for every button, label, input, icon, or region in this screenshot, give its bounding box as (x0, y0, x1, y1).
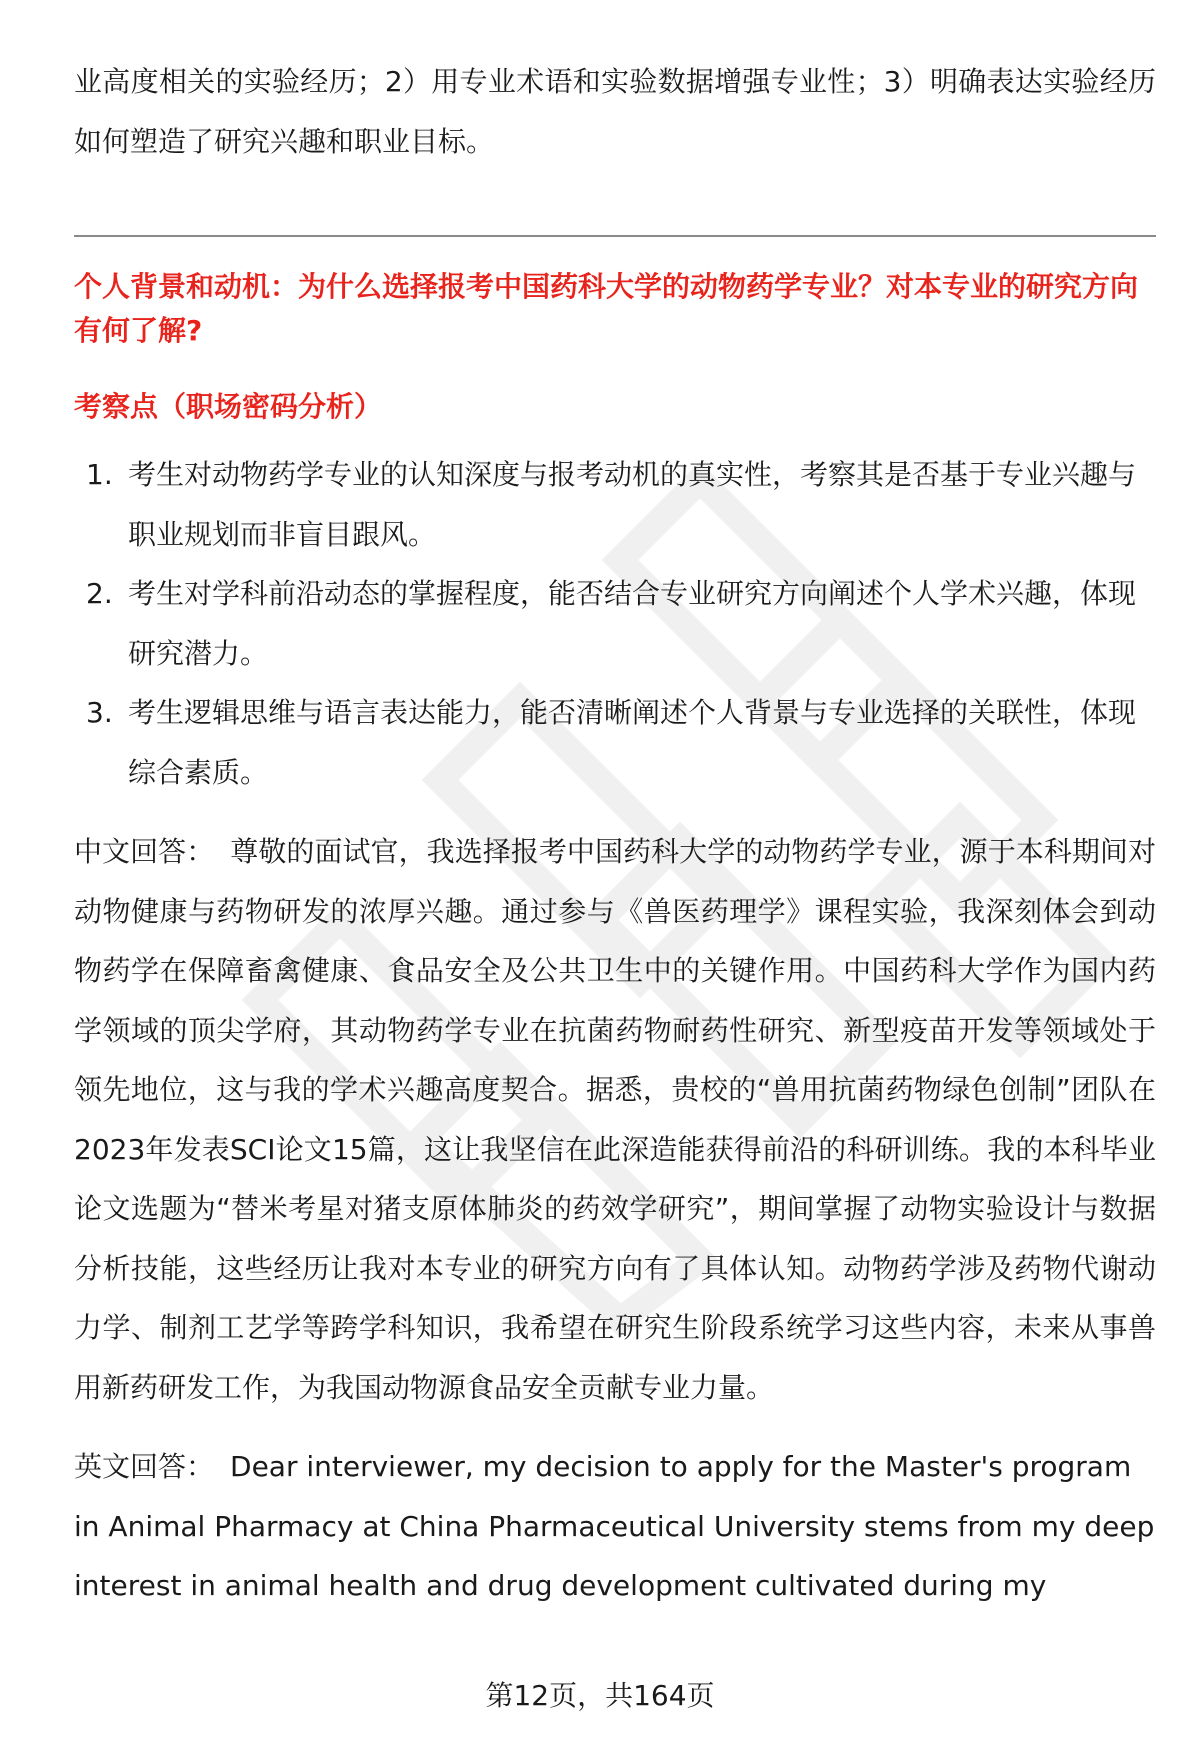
section-divider (74, 235, 1156, 237)
list-item-number: 3. (86, 696, 113, 729)
list-item-text: 考生对动物药学专业的认知深度与报考动机的真实性，考察其是否基于专业兴趣与职业规划而非盲目跟风。 (128, 458, 1137, 551)
list-item-text: 考生对学科前沿动态的掌握程度，能否结合专业研究方向阐述个人学术兴趣，体现研究潜力。 (128, 577, 1137, 670)
assessment-points-list (74, 445, 1156, 802)
chinese-answer-label: 中文回答： (74, 835, 215, 868)
english-answer (74, 1437, 1156, 1616)
top-paragraph: 业高度相关的实验经历；2）用专业术语和实验数据增强专业性；3）明确表达实验经历如何塑造了研究兴趣和职业目标。 (74, 65, 1156, 158)
chinese-answer (74, 822, 1156, 1417)
question-heading: 个人背景和动机：为什么选择报考中国药科大学的动物药学专业？对本专业的研究方向有何了解? (74, 270, 1139, 347)
list-item (74, 564, 1156, 683)
list-item-text: 考生逻辑思维与语言表达能力，能否清晰阐述个人背景与专业选择的关联性，体现综合素质。 (128, 696, 1137, 789)
assessment-points-heading: 考察点（职场密码分析） (74, 390, 383, 423)
chinese-answer-text: 尊敬的面试官，我选择报考中国药科大学的动物药学专业，源于本科期间对动物健康与药物研发的浓厚兴趣。通过参与《兽医药理学》课程实验，我深刻体会到动物药学在保障畜禽健康、食品安全及公共卫生中的关键作用。中国药科大学作为国内药学领域的顶尖学府，其动物药学专业在抗菌药物耐药性研究、新型疫苗开发等领域处于领先地位，这与我的学术兴趣高度契合。据悉，贵校的“兽用抗菌药物绿色创制”团队在2023年发表SCI论文15篇，这让我坚信在此深造能获得前沿的科研训练。我的本科毕业论文选题为“替米考星对猪支原体肺炎的药效学研究”，期间掌握了动物实验设计与数据分析技能，这些经历让我对本专业的研究方向有了具体认知。动物药学涉及药物代谢动力学、制剂工艺学等跨学科知识，我希望在研究生阶段系统学习这些内容，未来从事兽用新药研发工作，为我国动物源食品安全贡献专业力量。 (74, 835, 1156, 1404)
page-content (74, 52, 1156, 1616)
list-item (74, 683, 1156, 802)
page-number-footer: 第12页，共164页 (485, 1679, 715, 1712)
list-item-number: 1. (86, 458, 113, 491)
english-answer-label: 英文回答： (74, 1450, 215, 1483)
list-item (74, 445, 1156, 564)
list-item-number: 2. (86, 577, 113, 610)
english-answer-text: Dear interviewer, my decision to apply for the Master's program in Animal Pharmacy at China Pharmaceutical University stems from my deep interest in animal health and drug development cultivated during my (74, 1450, 1155, 1602)
